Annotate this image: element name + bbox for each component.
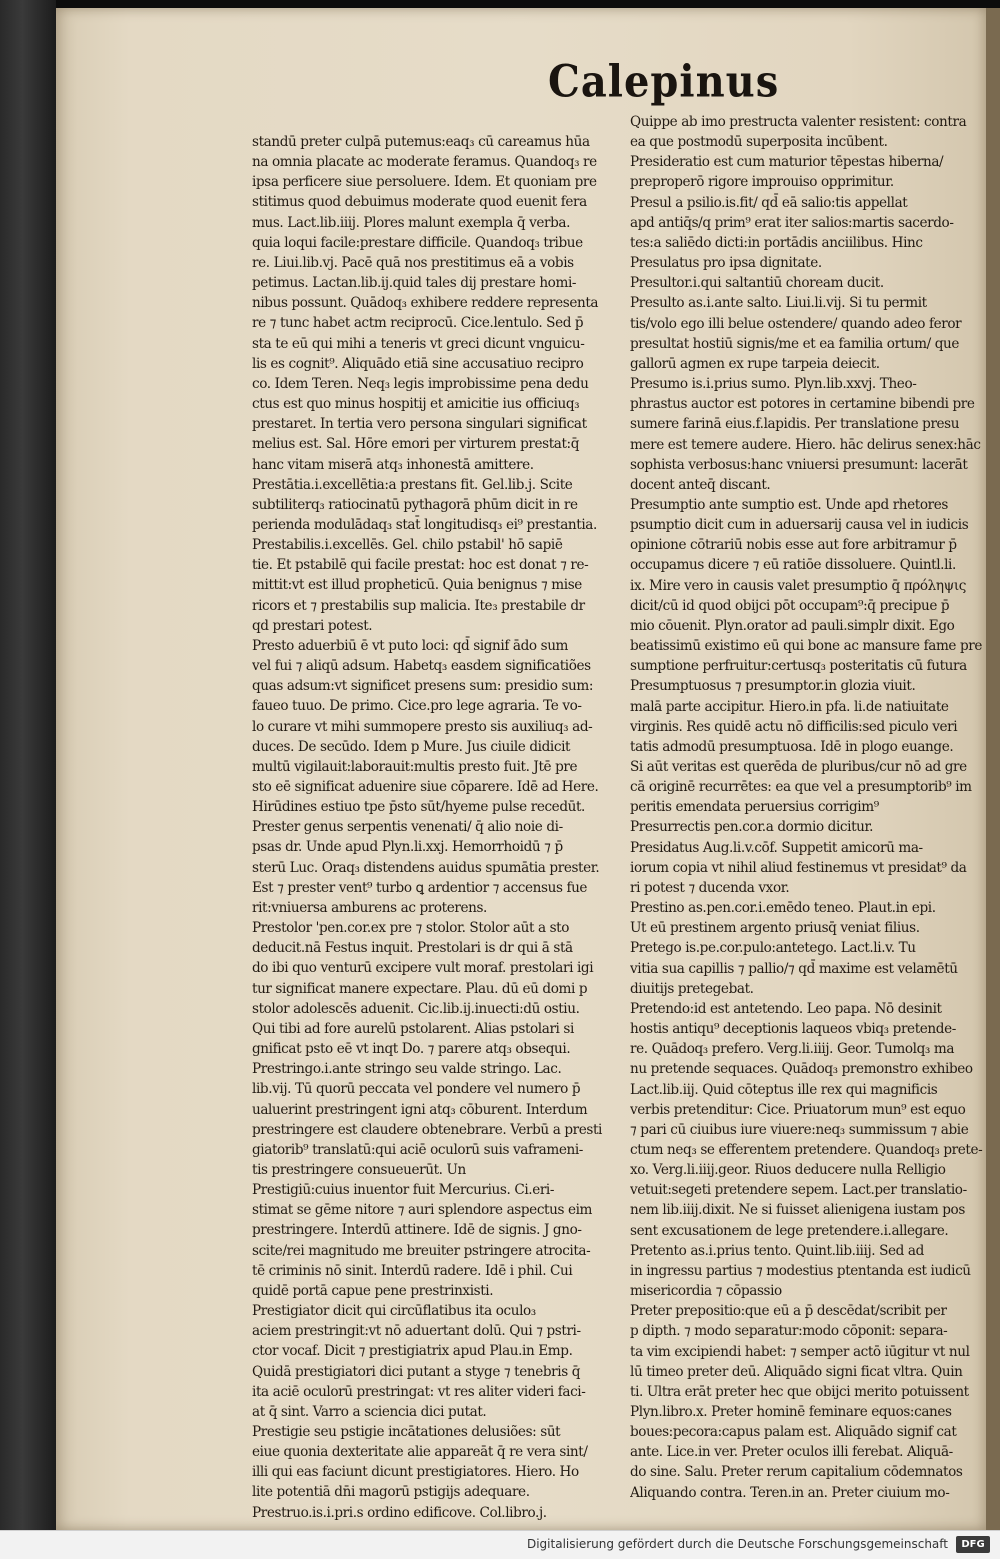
text-line: Presumptuosus ⁊ presumptor.in glozia viuit. [630,678,916,695]
text-line: subtiliterq₃ ratiocinatū pythagorā phūm dicit in re [252,496,578,513]
text-line: Presto aduerbiū ē vt puto loci: qd̄ signif ādo sum [252,637,569,654]
text-line: quia loqui facile:prestare difficile. Quandoq₃ tribue [252,234,583,251]
text-line: eiue quonia dexteritate alie appareāt q̄ re vera sint/ [252,1444,588,1461]
text-line: lite potentiā dn̄i magorū pstigijs adequare. [252,1484,530,1501]
text-line: iorum copia vt nihil aliud festinemus vt presidat⁹ da [630,859,967,876]
text-line: Presumptio ante sumptio est. Unde apd rhetores [630,496,948,513]
dfg-logo: DFG [956,1536,990,1553]
text-line: deducit.nā Festus inquit. Prestolari is dr qui ā stā [252,940,573,957]
text-line: mio cōuenit. Plyn.orator ad pauli.simplr dixit. Ego [630,617,955,634]
text-line: do ibi quo venturū excipere vult moraf. prestolari igi [252,960,594,977]
text-line: Prestruo.is.i.pri.s ordino edificove. Col.libro.j. [252,1504,547,1521]
text-line: mere est temere audere. Hiero. hāc delirus senex:hāc [630,436,981,453]
text-line: tē criminis nō sinit. Interdū radere. Idē i phil. Cui [252,1262,573,1279]
text-line: xo. Verg.li.iiij.geor. Riuos deducere nulla Relligio [630,1162,946,1179]
text-line: Prestolor 'pen.cor.ex pre ⁊ stolor. Stolor aūt a sto [252,920,570,937]
text-line: aciem prestringit:vt nō aduertant dolū. Qui ⁊ pstri- [252,1323,581,1340]
text-line: Prestino as.pen.cor.i.emēdo teneo. Plaut.in epi. [630,900,936,917]
text-line: Prestringo.i.ante stringo seu valde stringo. Lac. [252,1061,562,1078]
text-line: vel fui ⁊ aliqū adsum. Habetq₃ easdem significatiões [252,658,591,675]
text-line: nu pretende sequaces. Quādoq₃ premonstro exhibeo [630,1061,973,1078]
text-line: nibus possunt. Quādoq₃ exhibere reddere representa [252,295,599,312]
text-line: vitia sua capillis ⁊ pallio/⁊ qd̄ maxime est velamētū [630,960,958,977]
text-line: hostis antiqu⁹ deceptionis laqueos vbiq₃ pretende- [630,1021,956,1038]
text-line: sterū Luc. Oraq₃ distendens auidus spumātia prester. [252,859,600,876]
text-line: lis es cognit⁹. Aliquādo etiā sine accusatiuo recipro [252,355,584,372]
footer-bar [0,1530,1000,1559]
text-line: ⁊ pari cū ciuibus iure viuere:neq₃ summissum ⁊ abie [630,1121,969,1138]
text-line: Presulto as.i.ante salto. Liui.li.vij. Si tu permit [630,295,927,312]
text-line: Prestigiū:cuius inuentor fuit Mercurius. Ci.eri- [252,1182,555,1199]
text-line: preproperō rigore improuiso opprimitur. [630,174,894,191]
text-line: presultat hostiū signis/me et ea familia ortum/ que [630,335,960,352]
text-line: co. Idem Teren. Neq₃ legis improbissime pena dedu [252,375,589,392]
text-line: tis prestringere consueuerūt. Un [252,1161,466,1178]
left-text-column [252,132,612,1523]
text-line: cā originē recurrētes: ea que vel a presumptorib⁹ im [630,779,972,796]
text-line: occupamus dicere ⁊ eū ratiōe dissoluere. Quintl.li. [630,557,956,574]
text-line: standū preter culpā putemus:eaq₃ cū careamus hūa [252,134,590,150]
text-line: at q̄ sint. Varro a sciencia dici putat. [252,1403,487,1420]
text-line: Presumo is.i.prius sumo. Plyn.lib.xxvj. Theo- [630,376,917,393]
text-line: Si aūt veritas est querēda de pluribus/cur nō ad gre [630,759,967,775]
text-line: stolor adolescēs aduenit. Cic.lib.ij.inuecti:dū ostiu. [252,1000,580,1017]
text-line: Presidatus Aug.li.v.cōf. Suppetit amicorū ma- [630,839,923,856]
text-line: psas dr. Unde apud Plyn.li.xxj. Hemorrhoidū ⁊ p̄ [252,839,563,856]
text-line: mittit:vt est illud propheticū. Quia benignus ⁊ mise [252,577,582,594]
text-line: boues:pecora:capus palam est. Aliquādo signif cat [630,1424,957,1441]
text-line: sumere farinā eius.f.lapidis. Per translatione presu [630,416,960,433]
text-line: in ingressu partius ⁊ modestius ptentanda est iudicū [630,1262,971,1279]
text-line: ualuerint prestringent igni atq₃ cōburent. Interdum [252,1101,588,1118]
text-line: diuitijs pretegebat. [630,980,754,997]
funding-notice: Digitalisierung gefördert durch die Deutsche Forschungsgemeinschaft [526,1537,948,1551]
text-line: Prestātia.i.excellētia:a prestans fit. Gel.lib.j. Scite [252,476,573,493]
text-line: ta vim excipiendi habet: ⁊ semper actō iūgitur vt nul [630,1343,970,1360]
text-line: Lact.lib.iij. Quid cōteptus ille rex qui magnificis [630,1081,938,1098]
text-line: nem lib.iiij.dixit. Ne si fuisset alienigena iustam pos [630,1202,965,1219]
text-line: Prestabilis.i.excellēs. Gel. chilo pstabil' hō sapiē [252,537,563,554]
text-line: ipsa perficere siue persoluere. Idem. Et quoniam pre [252,174,597,191]
text-line: Hirūdines estiuo tpe p̄sto sūt/hyeme pulse recedūt. [252,799,585,816]
text-line: Preter prepositio:que eū a p̄ descēdat/scribit per [630,1303,947,1320]
text-line: re. Liui.lib.vj. Pacē quā nos prestitimus eā a vobis [252,254,574,271]
text-line: multū vigilauit:laborauit:multis presto fuit. Jtē pre [252,758,578,775]
text-line: Aliquando contra. Teren.in an. Preter ciuium mo- [630,1484,950,1501]
right-text-column [630,112,986,1503]
text-line: Presideratio est cum maturior tēpestas hiberna/ [630,154,944,171]
text-line: Plyn.libro.x. Preter hominē feminare equos:canes [630,1404,952,1420]
text-line: Pretego is.pe.cor.pulo:antetego. Lact.li.v. Tu [630,940,916,957]
text-line: ea que postmodū superposita incūbent. [630,134,888,151]
running-head: Calepinus [548,55,780,108]
text-line: p dipth. ⁊ modo separatur:modo cōponit: separa- [630,1323,948,1340]
text-line: illi qui eas faciunt dicunt prestigiatores. Hiero. Ho [252,1464,579,1481]
text-line: duces. De secūdo. Idem p Mure. Jus ciuile didicit [252,738,571,755]
text-line: tes:a saliēdo dicti:in portādis anciilibus. Hinc [630,234,923,251]
text-line: lo curare vt mihi summopere presto sis auxiliuq₃ ad- [252,718,593,735]
text-line: Est ⁊ prester vent⁹ turbo ꝗ ardentior ⁊ accensus fue [252,879,588,896]
text-line: Prester genus serpentis venenati/ q̄ alio noie di- [252,819,563,836]
text-line: prestaret. In tertia vero persona singulari significat [252,416,587,433]
text-line: prestringere. Interdū attinere. Idē de signis. J gno- [252,1222,582,1239]
text-line: petimus. Lactan.lib.ij.quid tales dij prestare homi- [252,275,577,292]
text-line: giatorib⁹ translatū:qui aciē oculorū suis vaframeni- [252,1141,584,1158]
text-line: tatis admodū presumptuosa. Idē in plogo euange. [630,738,954,755]
text-line: Quidā prestigiatori dici putant a styge ⁊ tenebris q̄ [252,1363,581,1380]
text-line: gnificat psto eē vt inqt Do. ⁊ parere atq₃ obsequi. [252,1041,571,1058]
text-line: malā parte accipitur. Hiero.in pfa. li.de natiuitate [630,698,949,715]
text-line: do sine. Salu. Preter rerum capitalium cōdemnatos [630,1464,963,1481]
text-line: ctor vocaf. Dicit ⁊ prestigiatrix apud Plau.in Emp. [252,1343,573,1360]
page-edge [986,8,1000,1530]
binding-edge [0,0,56,1530]
text-line: ix. Mire vero in causis valet presumptio q̄ πρόληψις [630,577,966,594]
text-line: Pretento as.i.prius tento. Quint.lib.iiij. Sed ad [630,1242,924,1259]
text-line: Presultor.i.qui saltantiū choream ducit. [630,275,884,292]
text-line: tur significat manere expectare. Plau. dū eū domi p [252,980,588,997]
text-line: vetuit:segeti pretendere sepem. Lact.per translatio- [630,1182,967,1199]
text-line: phrastus auctor est potores in certamine bibendi pre [630,396,975,413]
text-line: psumptio dicit cum in aduersarij causa vel in iudicis [630,517,969,534]
text-line: opinione cōtrariū nobis esse aut fore arbitramur p̄ [630,537,957,554]
text-line: Qui tibi ad fore aurelū pstolarent. Alias pstolari si [252,1020,574,1037]
text-line: scite/rei magnitudo me breuiter pstringere atrocita- [252,1242,591,1259]
text-line: ita aciē oculorū prestringat: vt res aliter videri faci- [252,1383,586,1400]
text-line: prestringere est claudere obtenebrare. Verbū a presti [252,1121,602,1138]
text-line: re. Quādoq₃ prefero. Verg.li.iiij. Geor. Tumolq₃ ma [630,1041,955,1058]
text-line: virginis. Res quidē actu nō difficilis:sed piculo veri [630,718,958,735]
text-line: mus. Lact.lib.iiij. Plores malunt exempla q̄ verba. [252,214,571,231]
text-line: stimat se gēme nitore ⁊ auri splendore aspectus eim [252,1202,593,1219]
text-line: hanc vitam miserā atq₃ inhonestā amittere. [252,456,534,473]
text-line: ricors et ⁊ prestabilis sup malicia. Ite₃ prestabile dr [252,597,585,614]
text-line: lū timeo preter deū. Aliquādo signi ficat vltra. Quin [630,1363,963,1380]
text-line: Prestigiator dicit qui circūflatibus ita oculo₃ [252,1303,536,1320]
text-line: quas adsum:vt significet presens sum: presidio sum: [252,678,594,695]
text-line: melius est. Sal. Hōre emori per virturem prestat:q̄ [252,436,579,453]
text-line: docent anteq̄ discant. [630,476,771,493]
text-line: perienda modulādaq₃ stat̄ longitudisq₃ ei⁹ prestantia. [252,516,597,533]
text-line: Presul a psilio.is.fit/ qd̄ eā salio:tis appellat [630,194,908,211]
text-line: lib.vij. Tū quorū peccata vel pondere vel numero p̄ [252,1081,581,1098]
text-line: ctum neq₃ se efferentem pretendere. Quandoq₃ prete- [630,1141,983,1158]
text-line: stitimus quod debuimus moderate quod euenit fera [252,194,587,211]
text-line: tie. Et pstabilē qui facile prestat: hoc est donat ⁊ re- [252,557,589,574]
text-line: ti. Ultra erāt preter hec que obijci merito potuissent [630,1383,969,1400]
text-line: apd antiq̄s/q prim⁹ erat iter salios:martis sacerdo- [630,214,954,231]
text-line: Pretendo:id est antetendo. Leo papa. Nō desinit [630,1000,942,1017]
text-line: faueo tuuo. De primo. Cice.pro lege agraria. Te vo- [252,698,582,715]
text-line: sent excusationem de lege pretendere.i.allegare. [630,1222,949,1239]
text-line: Presulatus pro ipsa dignitate. [630,255,822,272]
text-line: beatissimū existimo eū qui bone ac mansure fame pre [630,638,983,655]
text-line: sto eē significat aduenire siue cōparere. Idē ad Here. [252,779,599,795]
text-line: Presurrectis pen.cor.a dormio dicitur. [630,819,874,836]
text-line: sumptione perfruitur:certusq₃ posteritatis cū futura [630,658,967,675]
text-line: tis/volo ego illi belue ostendere/ quando adeo feror [630,315,962,332]
text-line: peritis emendata peruersius corrigim⁹ [630,799,879,816]
text-line: sta te eū qui mihi a teneris vt greci dicunt vnguicu- [252,335,585,352]
text-line: sophista verbosus:hanc vniuersi presumunt: lacerāt [630,456,968,473]
text-line: gallorū agmen ex rupe tarpeia deiecit. [630,355,880,372]
text-line: misericordia ⁊ cōpassio [630,1283,782,1300]
text-line: Quippe ab imo prestructa valenter resistent: contra [630,114,967,130]
text-line: qd prestari potest. [252,617,373,634]
text-line: ri potest ⁊ ducenda vxor. [630,879,790,896]
text-line: re ⁊ tunc habet actm reciprocū. Cice.lentulo. Sed p̄ [252,315,584,332]
text-line: Prestigie seu pstigie incātationes delusiões: sūt [252,1424,561,1440]
text-line: Ut eū prestinem argento priusq̄ veniat filius. [630,920,920,937]
text-line: verbis pretenditur: Cice. Priuatorum mun⁹ est equo [630,1101,966,1118]
text-line: rit:vniuersa amburens ac proterens. [252,899,487,916]
text-line: quidē portā capue pene prestrinxisti. [252,1282,494,1299]
text-line: na omnia placate ac moderate feramus. Quandoq₃ re [252,154,597,171]
text-line: dicit/cū id quod obijci pōt occupam⁹:q̄ precipue p̄ [630,597,950,614]
text-line: ctus est quo minus hospitij et amicitie ius officiuq₃ [252,396,580,413]
text-line: ante. Lice.in ver. Preter oculos illi ferebat. Aliquā- [630,1444,953,1461]
